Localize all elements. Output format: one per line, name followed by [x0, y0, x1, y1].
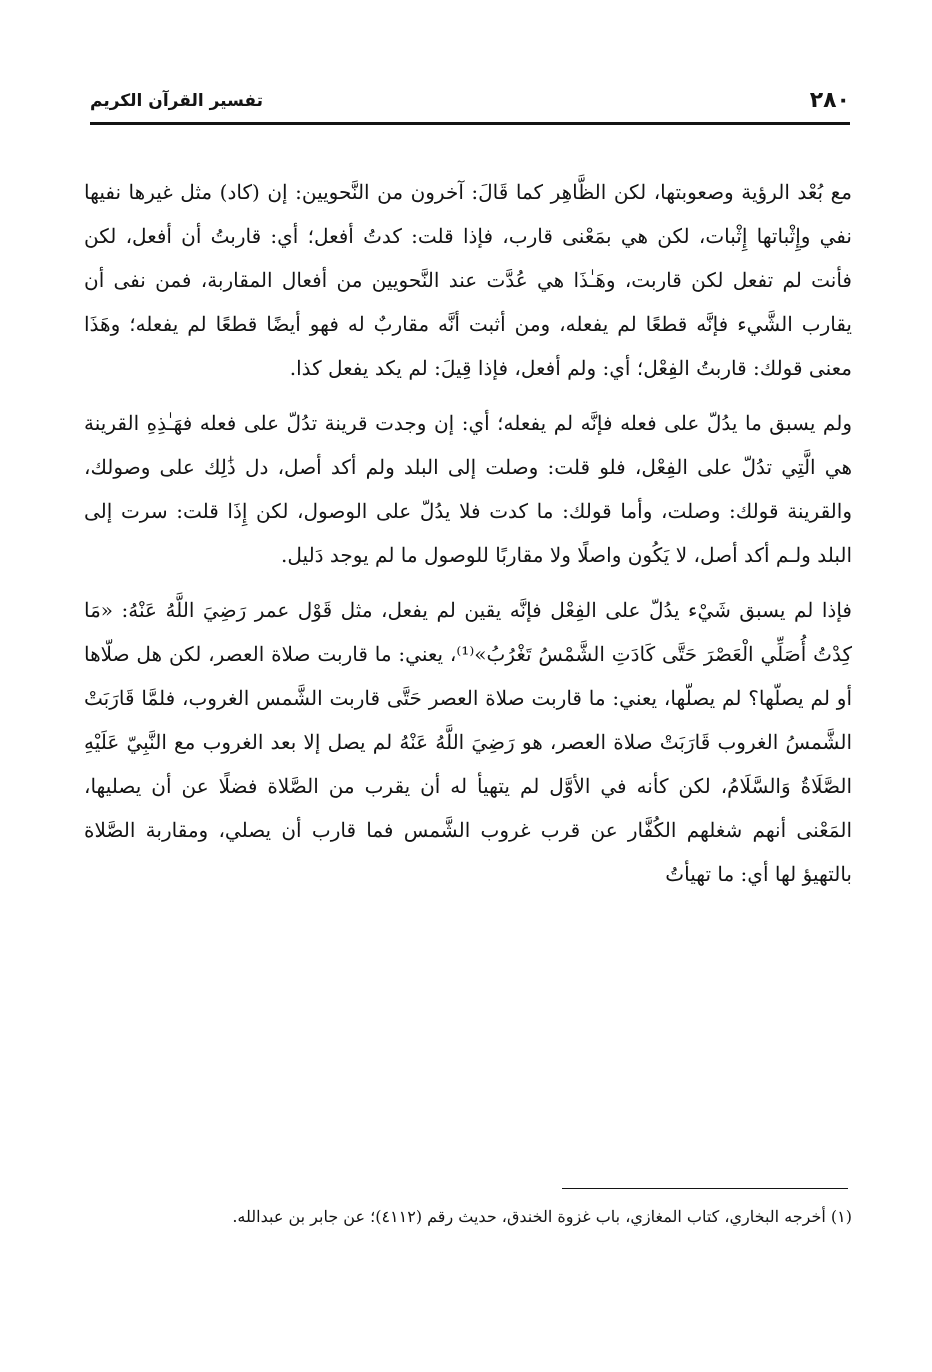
book-title: تفسير القرآن الكريم	[90, 91, 264, 111]
footnote-divider	[562, 1188, 848, 1189]
page-header	[90, 86, 850, 120]
paragraph-3: فإذا لم يسبق شَيْء يدُلّ على الفِعْل فإنَّه يقين لم يفعل، مثل قَوْل عمر رَضِيَ اللَّهُ عَنْهُ: «مَا كِدْتُ أُصَلِّي الْعَصْرَ حَتَّى كَادَتِ الشَّمْسُ تَغْرُبُ»⁽¹⁾، يعني: ما قاربت صلاة العصر، لكن هل صلّاها أو لم يصلّها؟ لم يصلّها، يعني: ما قاربت صلاة العصر حَتَّى قاربت الشَّمس الغروب، فلمَّا قَارَبَتْ الشَّمسُ الغروب قَارَبَتْ صلاة العصر، هو رَضِيَ اللَّهُ عَنْهُ لم يصل إلا بعد الغروب مع النَّبِيّ عَلَيْهِ الصَّلَاةُ وَالسَّلَامُ، لكن كأنه في الأوَّل لم يتهيأ له أن يقرب من الصَّلاة فضلًا عن أن يصليها، المَعْنى أنهم شغلهم الكُفَّار عن قرب غروب الشَّمس فما قارب أن يصلي، ومقاربة الصَّلاة بالتهيؤ لها أي: ما تهيأتُ	[84, 598, 852, 886]
footnote: (١) أخرجه البخاري، كتاب المغازي، باب غزوة الخندق، حديث رقم (٤١١٢)؛ عن جابر بن عبدالله.	[232, 1207, 852, 1226]
paragraph-1: مع بُعْد الرؤية وصعوبتها، لكن الظَّاهِر كما قَالَ: آخرون من النَّحويين: إن (كاد) مثل غيرها نفيها نفي وإِثْباتها إِثْبات، لكن هي بمَعْنى قارب، فإذا قلت: كدتُ أفعل؛ أي: قاربتُ أن أفعل، لكن فأنت لم تفعل لكن قاربت، وهَـٰذَا هي عُدَّت عند النَّحويين من أفعال المقاربة، فمن نفى أن يقارب الشَّيء فإنَّه قطعًا لم يفعله، ومن أثبت أنَّه مقاربٌ له فهو أيضًا قطعًا لم يفعله؛ وهَذَا معنى قولك: قاربتُ الفِعْل؛ أي: ولم أفعل، فإذا قِيلَ: لم يكد يفعل كذا.	[84, 180, 852, 380]
page-body	[84, 170, 852, 896]
header-divider	[90, 122, 850, 125]
page-number: ٢٨٠	[809, 88, 850, 113]
paragraph-2: ولم يسبق ما يدُلّ على فعله فإنَّه لم يفعله؛ أي: إن وجدت قرينة تدُلّ على فعله فهَـٰذِهِ القرينة هي الَّتِي تدُلّ على الفِعْل، فلو قلت: وصلت إلى البلد ولم أكد أصل، دل ذَٰلِك على وصولك، والقرينة قولك: وصلت، وأما قولك: ما كدت فلا يدُلّ على الوصول، لكن إِذَا قلت: سرت إلى البلد ولـم أكد أصل، لا يَكُون واصلًا ولا مقاربًا للوصول ما لم يوجد دَليل.	[84, 411, 852, 567]
